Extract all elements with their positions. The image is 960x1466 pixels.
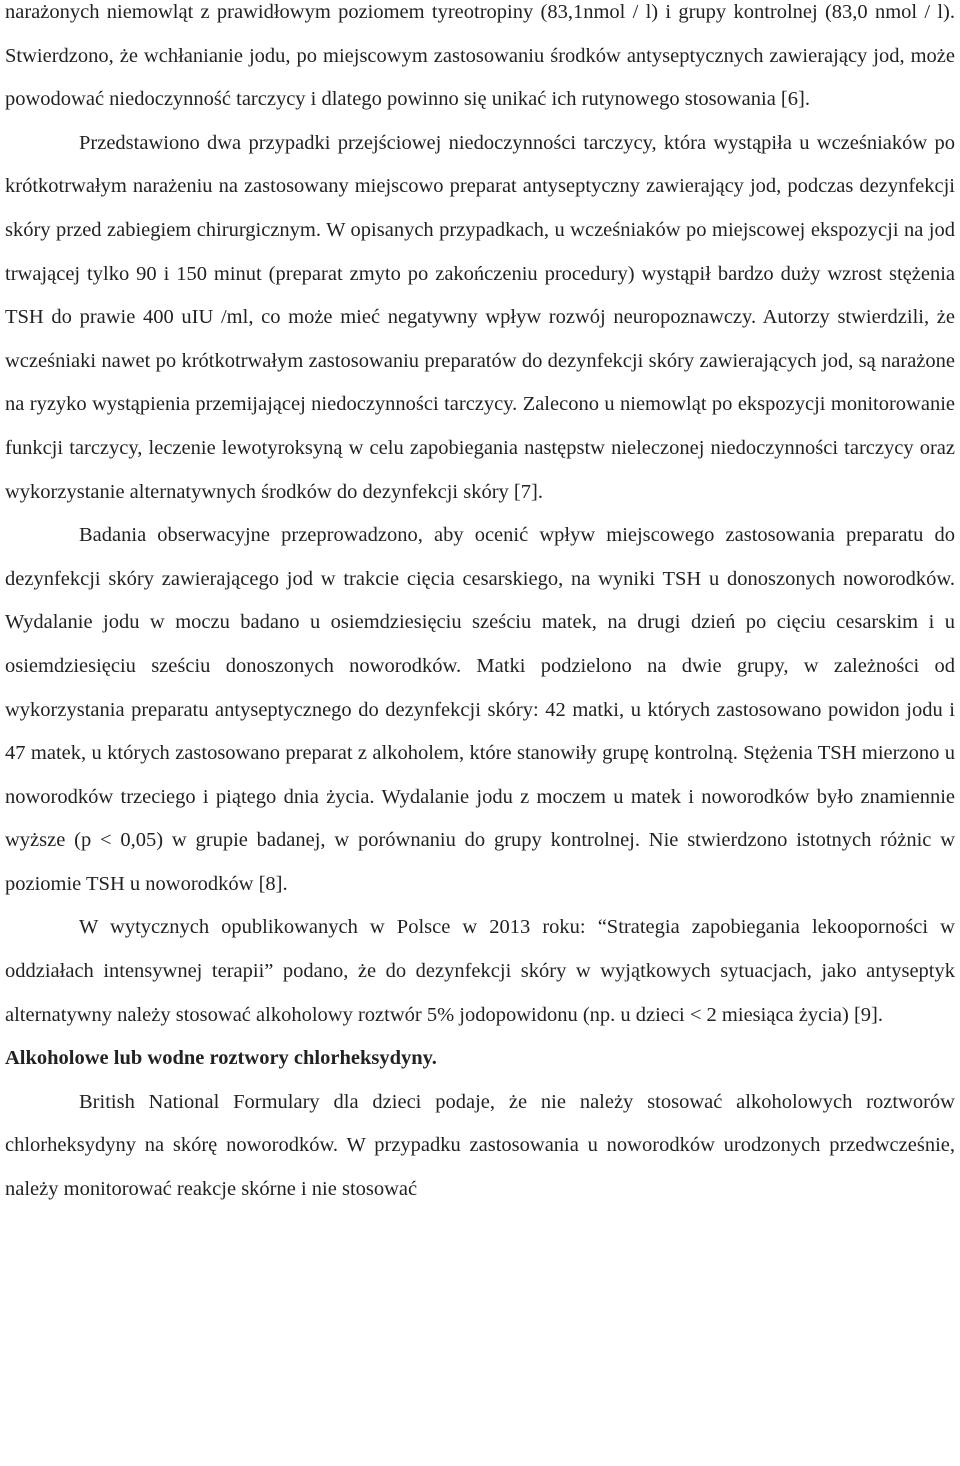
paragraph-observational-study: Badania obserwacyjne przeprowadzono, aby ocenić wpływ miejscowego zastosowania preparatu do dezynfekcji skóry zawierającego jod w trakcie cięcia cesarskiego, na wyniki TSH u donoszonych noworodków. Wydalanie jodu w moczu badano u osiemdziesięciu sześciu matek, na drugi dzień po cięciu cesarskim i u osiemdziesięciu sześciu donoszonych noworodków. Matki podzielono na dwie grupy, w zależności od wykorzystania preparatu antyseptycznego do dezynfekcji skóry: 42 matki, u których zastosowano powidon jodu i 47 matek, u których zastosowano preparat z alkoholem, które stanowiły grupę kontrolną. Stężenia TSH mierzono u noworodków trzeciego i piątego dnia życia. Wydalanie jodu z moczem u matek i noworodków było znamiennie wyższe (p < 0,05) w grupie badanej, w porównaniu do grupy kontrolnej. Nie stwierdzono istotnych różnic w poziomie TSH u noworodków [8]. <box>5 524 955 895</box>
document-page <box>5 0 955 1212</box>
section-heading: Alkoholowe lub wodne roztwory chlorheksydyny. <box>5 1047 437 1070</box>
paragraph-case-reports: Przedstawiono dwa przypadki przejściowej niedoczynności tarczycy, która wystąpiła u wcześniaków po krótkotrwałym narażeniu na zastosowany miejscowo preparat antyseptyczny zawierający jod, podczas dezynfekcji skóry przed zabiegiem chirurgicznym. W opisanych przypadkach, u wcześniaków po miejscowej ekspozycji na jod trwającej tylko 90 i 150 minut (preparat zmyto po zakończeniu procedury) wystąpił bardzo duży wzrost stężenia TSH do prawie 400 uIU /ml, co może mieć negatywny wpływ rozwój neuropoznawczy. Autorzy stwierdzili, że wcześniaki nawet po krótkotrwałym zastosowaniu preparatów do dezynfekcji skóry zawierających jod, są narażone na ryzyko wystąpienia przemijającej niedoczynności tarczycy. Zalecono u niemowląt po ekspozycji monitorowanie funkcji tarczycy, leczenie lewotyroksyną w celu zapobiegania następstw nieleczonej niedoczynności tarczycy oraz wykorzystanie alternatywnych środków do dezynfekcji skóry [7]. <box>5 131 955 503</box>
paragraph-continuation: narażonych niemowląt z prawidłowym poziomem tyreotropiny (83,1nmol / l) i grupy kontrolnej (83,0 nmol / l). Stwierdzono, że wchłanianie jodu, po miejscowym zastosowaniu środków antyseptycznych zawierający jod, może powodować niedoczynność tarczycy i dlatego powinno się unikać ich rutynowego stosowania [6]. <box>5 1 955 111</box>
paragraph-bnf: British National Formulary dla dzieci podaje, że nie należy stosować alkoholowych roztworów chlorheksydyny na skórę noworodków. W przypadku zastosowania u noworodków urodzonych przedwcześnie, należy monitorować reakcje skórne i nie stosować <box>5 1090 955 1201</box>
paragraph-polish-guidelines: W wytycznych opublikowanych w Polsce w 2013 roku: “Strategia zapobiegania lekooporności w oddziałach intensywnej terapii” podano, że do dezynfekcji skóry w wyjątkowych sytuacjach, jako antyseptyk alternatywny należy stosować alkoholowy roztwór 5% jodopowidonu (np. u dzieci < 2 miesiąca życia) [9]. <box>5 916 955 1026</box>
